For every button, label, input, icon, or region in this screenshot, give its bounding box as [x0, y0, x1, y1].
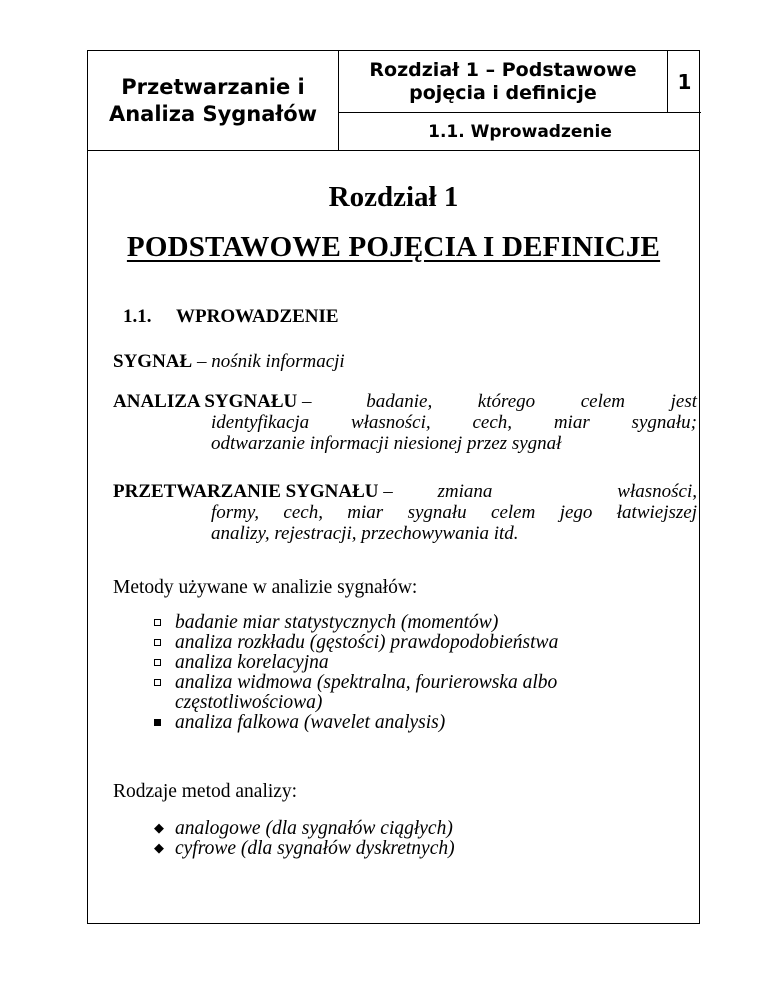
term-signal: SYGNAŁ: [113, 351, 193, 372]
chapter-name-line2: pojęcia i definicje: [409, 81, 597, 104]
section-number: 1.1.: [123, 306, 152, 327]
types-list: [154, 818, 675, 859]
chapter-title: PODSTAWOWE POJĘCIA I DEFINICJE: [126, 231, 661, 263]
definition-signal-text: nośnik informacji: [211, 351, 345, 372]
list-item: [175, 633, 675, 653]
list-item-text: analiza widmowa (spektralna, fourierowska albo: [175, 672, 558, 693]
checkbox-bullet-icon: [154, 639, 161, 646]
chapter-heading: Rozdział 1: [328, 181, 459, 213]
dash: –: [297, 391, 317, 412]
list-item-text: cyfrowe (dla sygnałów dyskretnych): [175, 838, 455, 859]
list-item-text: analogowe (dla sygnałów ciągłych): [175, 818, 453, 839]
chapter-name: [339, 51, 668, 113]
definition-processing-line1: zmiana własności,: [437, 481, 697, 502]
types-heading: Rodzaje metod analizy:: [113, 781, 298, 802]
page-header: [88, 51, 699, 151]
page-frame: [87, 50, 700, 924]
definition-processing-line2: formy, cech, miar sygnału celem jego łatwiejszej: [211, 502, 697, 523]
list-item: [175, 613, 675, 633]
list-item-text: analiza rozkładu (gęstości) prawdopodobieństwa: [175, 632, 559, 653]
list-item: [175, 713, 675, 733]
chapter-name-line1: Rozdział 1 – Podstawowe: [369, 58, 637, 81]
list-item-continuation: [175, 693, 675, 713]
definition-processing-line3: analizy, rejestracji, przechowywania itd.: [211, 523, 519, 544]
list-item-text: analiza korelacyjna: [175, 652, 329, 673]
section-title: WPROWADZENIE: [176, 306, 339, 327]
list-item: [175, 673, 675, 693]
list-item: [175, 653, 675, 673]
definition-analysis-line2: identyfikacja własności, cech, miar sygnału;: [211, 412, 697, 433]
diamond-bullet-icon: ◆: [154, 821, 164, 836]
diamond-bullet-icon: ◆: [154, 841, 164, 856]
section-heading: [123, 306, 339, 328]
term-analysis: ANALIZA SYGNAŁU: [113, 391, 298, 412]
term-processing: PRZETWARZANIE SYGNAŁU: [113, 481, 379, 502]
definition-signal: [113, 351, 697, 372]
list-item: [154, 818, 675, 839]
checkbox-bullet-icon: [154, 619, 161, 626]
course-title-line1: Przetwarzanie i: [121, 74, 305, 99]
dash: –: [192, 351, 212, 372]
square-bullet-icon: [154, 719, 161, 726]
definition-analysis-line3: odtwarzanie informacji niesionej przez sygnał: [211, 433, 562, 454]
checkbox-bullet-icon: [154, 679, 161, 686]
page-number: 1: [668, 51, 701, 113]
checkbox-bullet-icon: [154, 659, 161, 666]
section-name: 1.1. Wprowadzenie: [428, 121, 612, 142]
list-item-text: badanie miar statystycznych (momentów): [175, 612, 499, 633]
list-item-text: analiza falkowa (wavelet analysis): [175, 712, 446, 733]
course-title: [88, 51, 339, 150]
list-item-text: częstotliwościowa): [175, 692, 323, 713]
definition-analysis-line1: badanie, którego celem jest: [366, 391, 697, 412]
dash: –: [378, 481, 398, 502]
definition-processing: [113, 481, 697, 544]
methods-heading: Metody używane w analizie sygnałów:: [113, 577, 418, 598]
list-item: [154, 838, 675, 859]
definition-analysis: [113, 391, 697, 454]
course-title-line2: Analiza Sygnałów: [108, 101, 318, 126]
methods-list: [175, 613, 675, 733]
